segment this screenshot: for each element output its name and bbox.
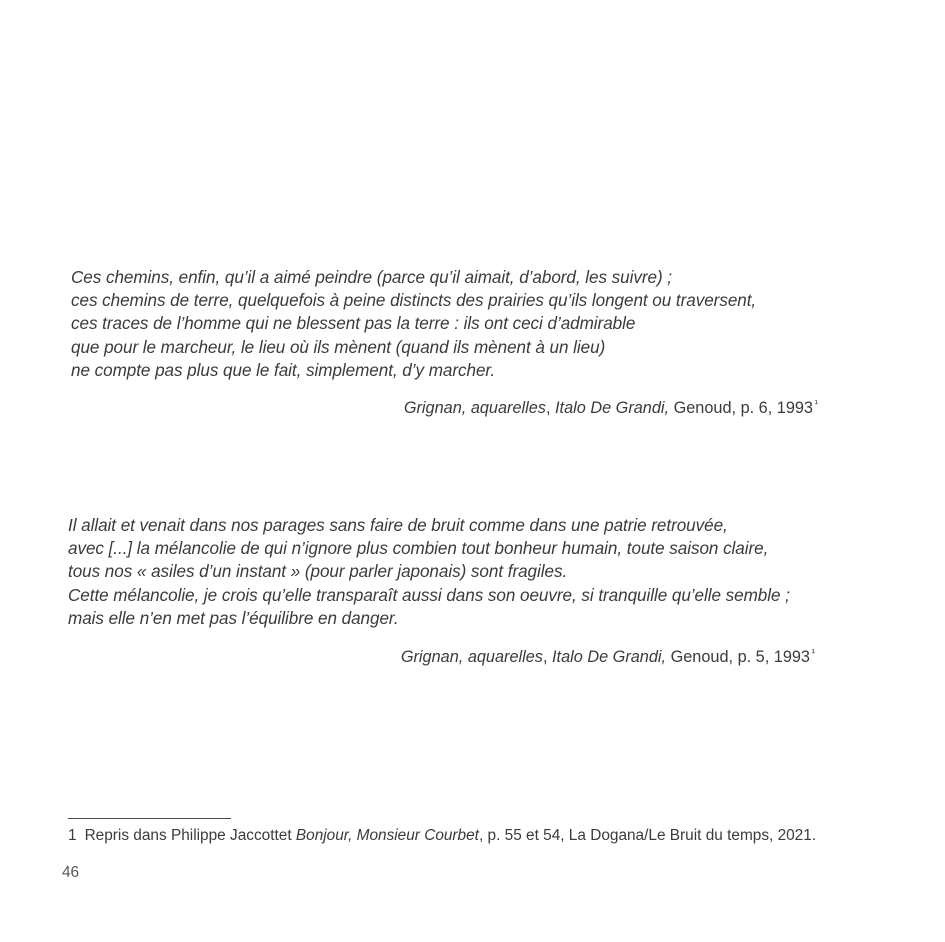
attribution-publisher: Genoud, p. 6, 1993 [673, 399, 813, 417]
page-number: 46 [62, 864, 80, 881]
quotation-attribution-1 [404, 398, 818, 419]
quote-line: mais elle n’en met pas l’équilibre en danger. [68, 608, 399, 628]
footnote-book-title: Bonjour, Monsieur Courbet [295, 827, 479, 844]
attribution-publisher: Genoud, p. 5, 1993 [670, 648, 810, 666]
quote-line: ne compte pas plus que le fait, simplement, d’y marcher. [71, 360, 496, 380]
footnote-number: 1 [68, 827, 77, 844]
footnote-entry [68, 825, 816, 846]
footnote-reference-marker[interactable]: ¹ [811, 646, 815, 659]
attribution-artist: Italo De Grandi, [555, 399, 670, 417]
attribution-separator: , [545, 399, 556, 417]
quotation-attribution-2 [401, 647, 815, 668]
quote-line: Ces chemins, enfin, qu’il a aimé peindre (parce qu’il aimait, d’abord, les suivre) ; [71, 268, 673, 287]
footnote-reference-marker[interactable]: ¹ [814, 397, 818, 410]
quote-line: Cette mélancolie, je crois qu’elle transparaît aussi dans son oeuvre, si tranquille qu’elle semble ; [68, 585, 790, 605]
quotation-block-2 [68, 514, 790, 630]
quote-line: ces chemins de terre, quelquefois à peine distincts des prairies qu’ils longent ou traversent, [71, 291, 757, 311]
attribution-artist: Italo De Grandi, [552, 648, 667, 666]
attribution-work-title: Grignan, aquarelles [403, 399, 546, 417]
quotation-block-1 [71, 266, 756, 382]
footnote-text-before-title: Repris dans Philippe Jaccottet [84, 827, 296, 844]
quote-line: tous nos « asiles d’un instant » (pour parler japonais) sont fragiles. [68, 562, 568, 582]
footnote-separator-rule [68, 818, 231, 819]
quote-line: que pour le marcheur, le lieu où ils mènent (quand ils mènent à un lieu) [71, 337, 606, 357]
quote-line: Il allait et venait dans nos parages sans faire de bruit comme dans une patrie retrouvée, [68, 516, 728, 535]
quote-line: avec [...] la mélancolie de qui n’ignore plus combien tout bonheur humain, toute saison claire, [68, 539, 769, 559]
attribution-work-title: Grignan, aquarelles [400, 648, 543, 666]
footnote-text-after-title: , p. 55 et 54, La Dogana/Le Bruit du temps, 2021. [478, 827, 817, 844]
quote-line: ces traces de l’homme qui ne blessent pas la terre : ils ont ceci d’admirable [71, 314, 636, 334]
attribution-separator: , [542, 648, 553, 666]
